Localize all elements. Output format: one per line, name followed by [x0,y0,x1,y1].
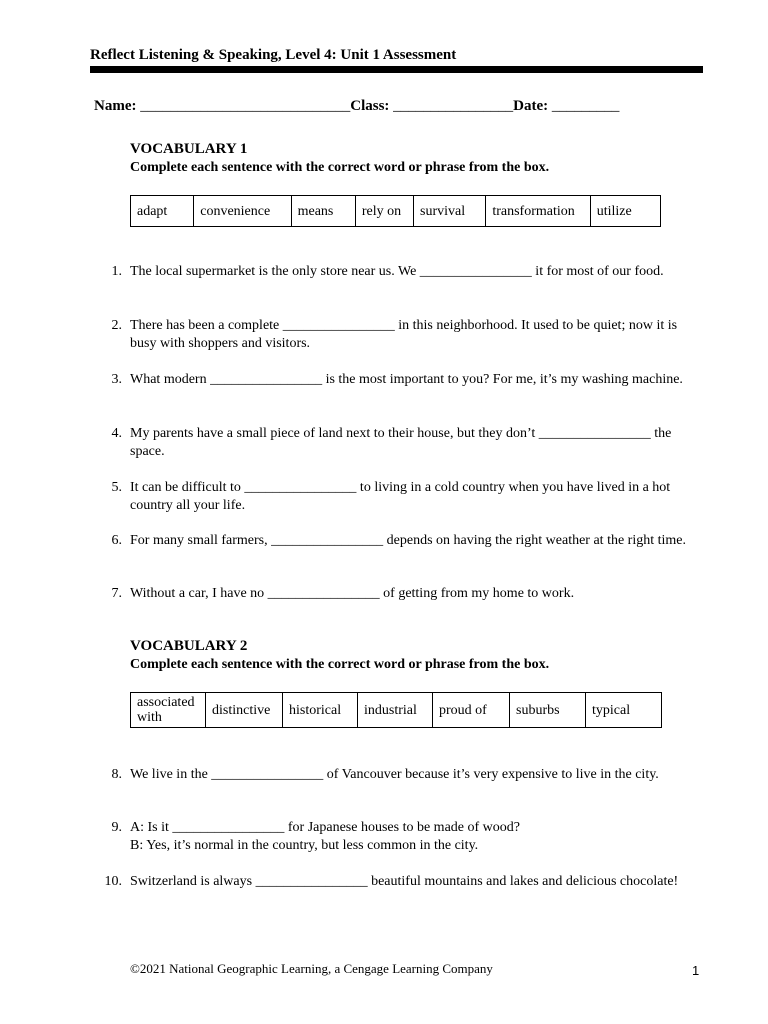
question-number: 10. [104,874,122,889]
date-blank[interactable]: _________ [551,98,620,114]
vocab1-title: VOCABULARY 1 [130,141,248,157]
question-text: What modern ________________ is the most important to you? For me, it’s my washing machine. [130,372,683,387]
vocab2-instruction: Complete each sentence with the correct word or phrase from the box. [130,657,550,672]
question-number: 5. [111,480,122,495]
class-blank[interactable]: ________________ [393,98,514,114]
vocab1-instruction: Complete each sentence with the correct word or phrase from the box. [130,160,550,175]
question-number: 3. [111,372,122,387]
word-box-item: proud of [433,693,510,728]
question-text: It can be difficult to ________________ to living in a cold country when you have lived in a hot country all your life. [130,480,671,513]
question-text: Without a car, I have no ________________ of getting from my home to work. [130,586,575,601]
word-box-item: suburbs [510,693,586,728]
question-line-a: A: Is it ________________ for Japanese houses to be made of wood? [130,820,520,835]
word-box-item: means [291,196,355,227]
class-label: Class: [350,98,390,114]
word-box-item: associated with [131,693,206,728]
question-text [130,819,698,855]
word-box-item: survival [414,196,486,227]
header-rule [90,66,703,73]
question-text: For many small farmers, ________________ depends on having the right weather at the right time. [130,533,686,548]
question-text: The local supermarket is the only store near us. We ________________ it for most of our food. [130,264,664,279]
word-box-item: transformation [486,196,590,227]
word-box-item: convenience [194,196,291,227]
word-box-item: utilize [590,196,660,227]
question-text: There has been a complete ________________ in this neighborhood. It used to be quiet; now it is busy with shoppers and visitors. [130,318,678,351]
copyright-footer: ©2021 National Geographic Learning, a Cengage Learning Company [130,961,493,976]
date-label: Date: [513,98,549,114]
question-number: 7. [111,586,122,601]
student-info-row [94,98,619,115]
question-number: 6. [111,533,122,548]
word-box-item: adapt [131,196,194,227]
page-number: 1 [692,963,700,978]
word-box-item: typical [586,693,662,728]
name-blank[interactable]: ____________________________ [140,98,351,114]
question-text: We live in the ________________ of Vancouver because it’s very expensive to live in the city. [130,767,659,782]
word-box-item: historical [283,693,358,728]
question-text: My parents have a small piece of land next to their house, but they don’t ________________ the space. [130,426,672,459]
name-label: Name: [94,98,137,114]
question-number: 2. [111,318,122,333]
question-number: 9. [111,820,122,835]
vocab1-word-box [130,195,661,227]
word-box-item: industrial [358,693,433,728]
vocab2-word-box [130,692,662,728]
question-text: Switzerland is always ________________ beautiful mountains and lakes and delicious chocolate! [130,874,679,889]
document-title: Reflect Listening & Speaking, Level 4: Unit 1 Assessment [90,47,457,63]
question-line-b: B: Yes, it’s normal in the country, but less common in the city. [130,838,479,853]
vocab2-title: VOCABULARY 2 [130,638,248,654]
word-box-item: rely on [355,196,413,227]
question-number: 8. [111,767,122,782]
question-number: 1. [111,264,122,279]
word-box-item: distinctive [206,693,283,728]
question-number: 4. [111,426,122,441]
